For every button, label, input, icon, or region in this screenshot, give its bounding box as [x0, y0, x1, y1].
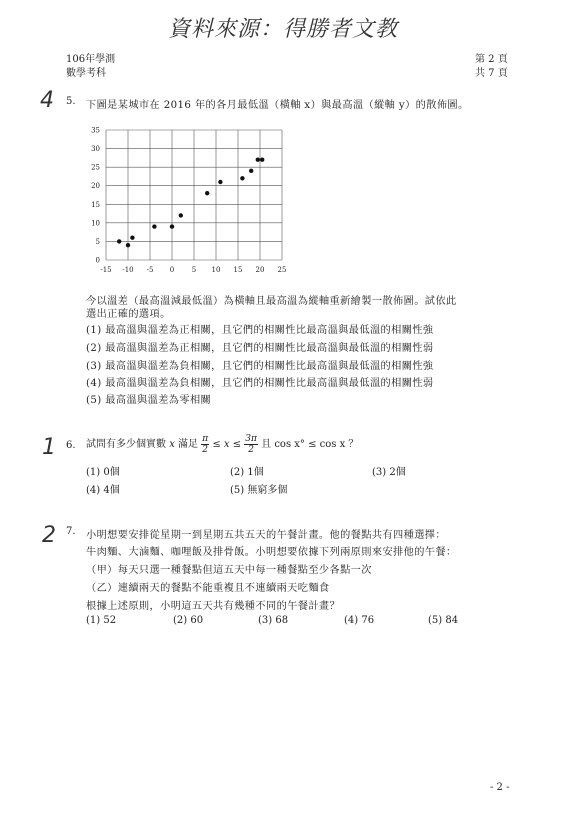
x-tick-label: 15 — [233, 266, 243, 274]
x-tick-label: -15 — [100, 266, 112, 274]
q7-option-2: (2) 60 — [173, 615, 204, 626]
q7-option-1: (1) 52 — [86, 615, 117, 626]
q6-number: 6. — [66, 440, 76, 451]
data-point — [256, 158, 260, 162]
data-point — [170, 224, 174, 228]
data-point — [249, 169, 253, 173]
q5-stem: 下圖是某城市在 2016 年的各月最低溫（橫軸 x）與最高溫（縱軸 y）的散佈圖。 — [86, 100, 469, 111]
q6-fraction-upper: $\frac{3\pi}{2}$ — [245, 434, 257, 455]
q6-mid-x: x — [223, 439, 230, 450]
q6-option-1: (1) 0個 — [86, 467, 120, 478]
q7-rule-1: （甲）每天只選一種餐點但這五天中每一種餐點至少各點一次 — [86, 565, 372, 576]
y-tick-label: 25 — [91, 163, 100, 172]
q6-option-2: (2) 1個 — [230, 467, 264, 478]
q7-line-2: 牛肉麵、大滷麵、咖哩飯及排骨飯。小明想要依據下列兩原則來安排他的午餐： — [86, 547, 457, 558]
q5-option-1: (1) 最高溫與溫差為正相關，且它們的相關性比最高溫與最低溫的相關性強 — [86, 325, 434, 336]
data-point — [126, 243, 130, 247]
q7-handwritten-answer: 2 — [42, 523, 56, 548]
q7-option-4: (4) 76 — [344, 615, 375, 626]
watermark-handwriting: 資料來源：得勝者文教 — [168, 17, 399, 42]
q5-instruction-line2: 選出正確的選項。 — [86, 309, 171, 320]
page-label: 第 2 頁 — [475, 54, 508, 65]
q5-instruction-line1: 今以溫差（最高溫減最低溫）為橫軸且最高溫為縱軸重新繪製一散佈圖。試依此 — [86, 296, 457, 307]
q6-satisfy: 滿足 — [178, 439, 199, 450]
y-tick-label: 35 — [91, 126, 100, 135]
x-tick-label: 20 — [255, 266, 265, 274]
y-tick-label: 30 — [91, 145, 100, 154]
q6-option-4: (4) 4個 — [86, 485, 120, 496]
q5-option-5: (5) 最高溫與溫差為零相關 — [86, 395, 212, 406]
x-tick-label: -5 — [146, 266, 154, 274]
q6-option-3: (3) 2個 — [372, 467, 406, 478]
exam-name: 106年學測 — [66, 54, 116, 65]
q6-inequality: cos x° ≤ cos x — [274, 439, 346, 450]
y-tick-label: 15 — [91, 200, 100, 209]
q6-stem-prefix: 試問有多少個實數 — [86, 439, 166, 450]
x-tick-label: 25 — [277, 266, 287, 274]
q5-option-2: (2) 最高溫與溫差為正相關，且它們的相關性比最高溫與最低溫的相關性弱 — [86, 343, 434, 354]
x-tick-label: -10 — [122, 266, 134, 274]
q7-number: 7. — [66, 526, 76, 537]
x-tick-label: 5 — [191, 266, 197, 274]
q5-option-4: (4) 最高溫與溫差為負相關，且它們的相關性比最高溫與最低溫的相關性弱 — [86, 378, 434, 389]
x-tick-label: 0 — [169, 266, 175, 274]
q6-option-5: (5) 無窮多個 — [230, 485, 288, 496]
q7-line-1: 小明想要安排從星期一到星期五共五天的午餐計畫。他的餐點共有四種選擇： — [86, 530, 446, 541]
y-tick-label: 0 — [95, 256, 100, 265]
x-tick-label: 10 — [211, 266, 221, 274]
y-tick-label: 20 — [91, 182, 100, 191]
y-tick-label: 10 — [91, 219, 100, 228]
data-point — [179, 213, 183, 217]
q6-conjunction: 且 — [261, 439, 272, 450]
q5-handwritten-answer: 4 — [40, 88, 54, 113]
q6-le-1: ≤ — [212, 439, 221, 450]
data-point — [117, 239, 121, 243]
q6-var-x: x — [169, 439, 175, 450]
q7-option-3: (3) 68 — [258, 615, 289, 626]
q6-fraction-lower: $\frac{\pi}{2}$ — [202, 434, 209, 455]
q5-number: 5. — [66, 96, 76, 107]
q6-question-mark: ？ — [348, 439, 359, 450]
q5-scatter-chart — [80, 118, 300, 282]
total-pages: 共 7 頁 — [475, 68, 508, 79]
q6-stem — [86, 431, 358, 459]
q6-handwritten-answer: 1 — [42, 435, 56, 460]
q7-option-5: (5) 84 — [428, 615, 459, 626]
data-point — [218, 180, 222, 184]
data-point — [260, 158, 264, 162]
data-point — [240, 176, 244, 180]
data-point — [130, 236, 134, 240]
y-tick-label: 5 — [95, 237, 100, 246]
data-point — [152, 224, 156, 228]
q5-option-3: (3) 最高溫與溫差為負相關，且它們的相關性比最高溫與最低溫的相關性強 — [86, 361, 434, 372]
subject-name: 數學考科 — [66, 68, 106, 79]
q7-rule-2: （乙）連續兩天的餐點不能重複且不連續兩天吃麵食 — [86, 583, 330, 594]
q6-le-2: ≤ — [232, 439, 242, 450]
q7-question: 根據上述原則，小明這五天共有幾種不同的午餐計畫？ — [86, 601, 341, 612]
data-point — [205, 191, 209, 195]
footer-page-number: - 2 - — [490, 782, 510, 793]
